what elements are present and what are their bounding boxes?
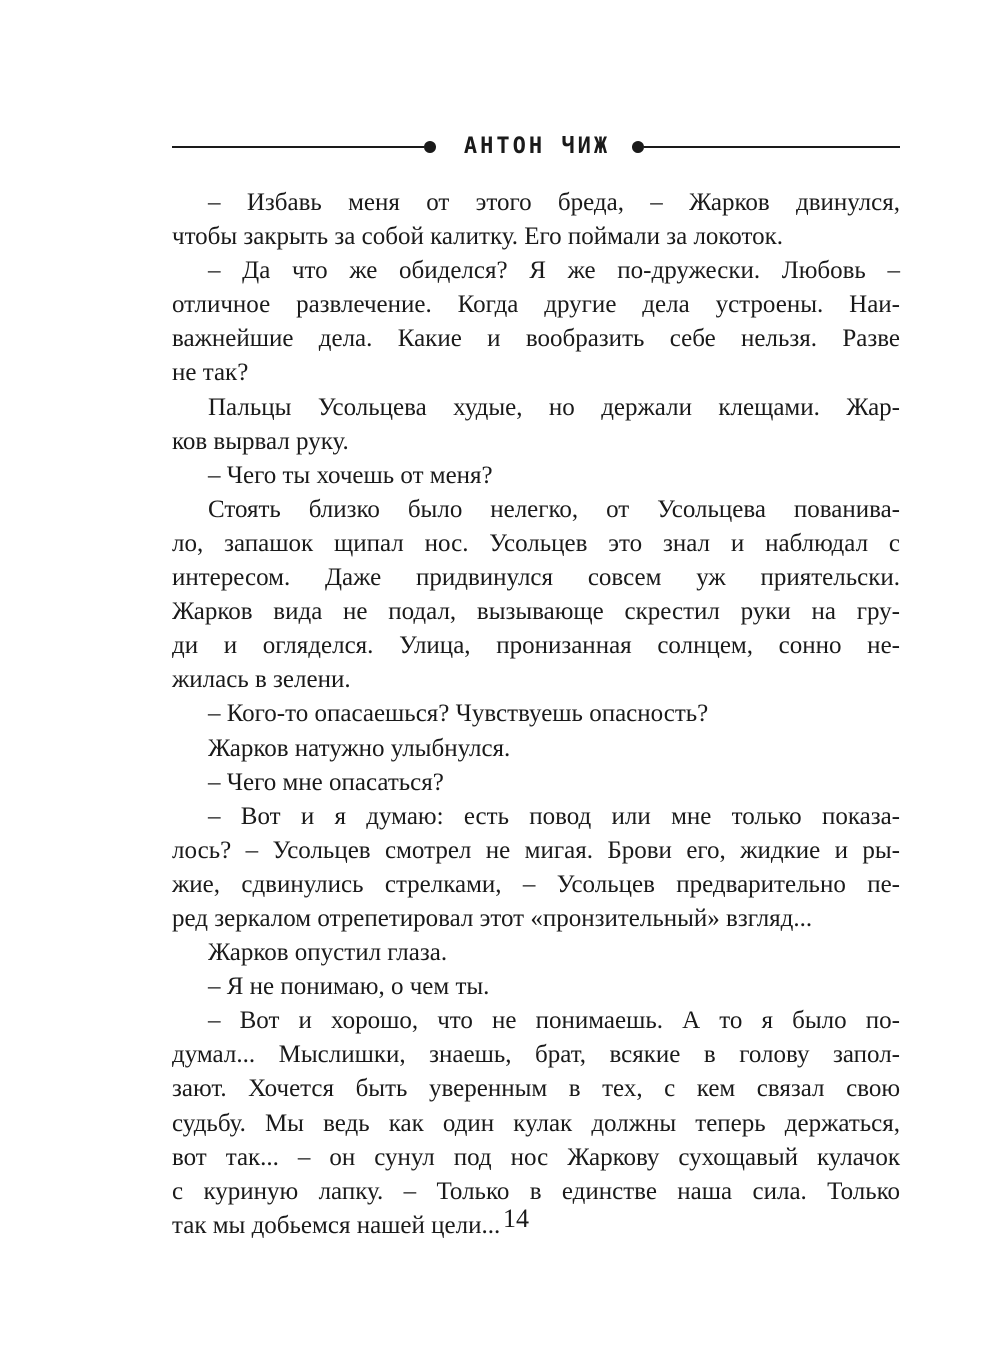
text-line: вот так... – он сунул под нос Жаркову сухощавый кулачок xyxy=(172,1143,900,1171)
text-line: интересом. Даже придвинулся совсем уж приятельски. xyxy=(172,564,900,592)
text-line: отличное развлечение. Когда другие дела устроены. Наи- xyxy=(172,291,900,319)
text-line: зают. Хочется быть уверенным в тех, с кем связал свою xyxy=(172,1075,900,1103)
running-header xyxy=(172,132,900,162)
text-line: ред зеркалом отрепетировал этот «пронзительный» взгляд... xyxy=(172,904,813,932)
text-line: Стоять близко было нелегко, от Усольцева пованива- xyxy=(208,495,900,523)
text-line: думал... Мыслишки, знаешь, брат, всякие в голову запол- xyxy=(172,1041,900,1069)
text-line: Жарков натужно улыбнулся. xyxy=(208,734,511,762)
text-line: Жарков опустил глаза. xyxy=(208,939,448,967)
text-line: – Вот и я думаю: есть повод или мне только показа- xyxy=(208,802,900,830)
text-line: жилась в зелени. xyxy=(172,666,351,694)
text-line: – Вот и хорошо, что не понимаешь. А то я было по- xyxy=(208,1007,900,1035)
text-line: ди и огляделся. Улица, пронизанная солнцем, сонно не- xyxy=(172,632,900,660)
header-rule-right xyxy=(644,146,900,148)
text-line: так мы добьемся нашей цели... xyxy=(172,1211,501,1239)
text-line: лось? – Усольцев смотрел не мигая. Брови его, жидкие и ры- xyxy=(172,836,900,864)
text-line: ков вырвал руку. xyxy=(172,427,349,455)
text-line: – Кого-то опасаешься? Чувствуешь опасность? xyxy=(208,700,709,728)
text-line: – Я не понимаю, о чем ты. xyxy=(208,973,490,1001)
text-line: не так? xyxy=(172,359,249,387)
header-dot-right xyxy=(632,141,644,153)
text-line: с куриную лапку. – Только в единстве наша сила. Только xyxy=(172,1177,900,1205)
header-dot-left xyxy=(424,141,436,153)
running-head-author: АНТОН ЧИЖ xyxy=(463,134,611,159)
text-line: – Да что же обиделся? Я же по-дружески. Любовь – xyxy=(208,257,900,285)
text-line: чтобы закрыть за собой калитку. Его поймали за локоток. xyxy=(172,223,783,251)
text-line: – Чего мне опасаться? xyxy=(208,768,444,796)
text-line: ло, запашок щипал нос. Усольцев это знал и наблюдал с xyxy=(172,529,900,557)
text-line: Пальцы Усольцева худые, но держали клещами. Жар- xyxy=(208,393,900,421)
text-line: судьбу. Мы ведь как один кулак должны теперь держаться, xyxy=(172,1109,900,1137)
text-line: – Избавь меня от этого бреда, – Жарков двинулся, xyxy=(208,189,900,216)
text-line: жие, сдвинулись стрелками, – Усольцев предварительно пе- xyxy=(172,870,900,898)
header-rule-left xyxy=(172,146,424,148)
text-body xyxy=(172,186,900,1243)
text-line: Жарков вида не подал, вызывающе скрестил руки на гру- xyxy=(172,598,900,626)
text-line: – Чего ты хочешь от меня? xyxy=(208,461,493,489)
page-number: 14 xyxy=(503,1204,529,1233)
text-line: важнейшие дела. Какие и вообразить себе нельзя. Разве xyxy=(172,325,900,353)
